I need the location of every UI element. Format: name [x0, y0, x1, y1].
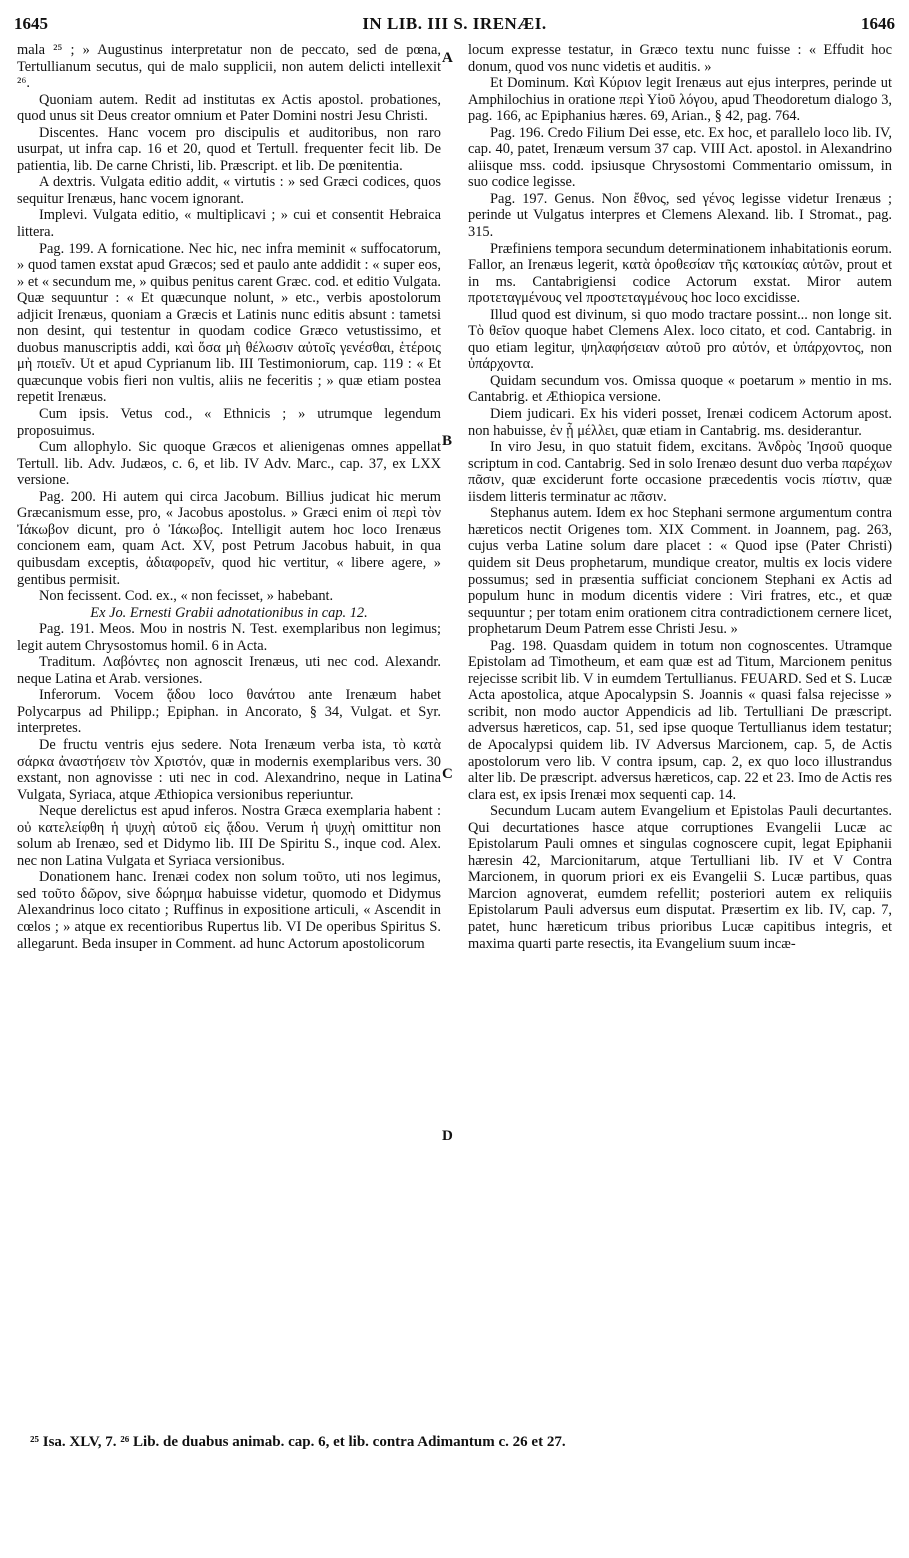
paragraph: Neque derelictus est apud inferos. Nostra Græca exemplaria habent : οὐ κατελείφθη ἡ ψυχὴ αὐτοῦ εἰς ᾅδου. Verum ἡ ψυχὴ omittitur non solum ab Irenæo, sed et Didymo lib. III De Spiritu S., inque cod. Alex. nec non Latina Vulgata et Syriaca versionibus.	[17, 803, 441, 869]
section-title: Ex Jo. Ernesti Grabii adnotationibus in cap. 12.	[90, 604, 368, 621]
paragraph: Pag. 200. Hi autem qui circa Jacobum. Billius judicat hic merum Græcanismum esse, pro, « Jacobus apostolus. » Græci enim οἱ περὶ τὸν Ἰάκωβον dicunt, pro ὁ Ἰάκωβος. Intelligit autem hoc loco Irenæus concionem eam, quam Act. XV, post Petrum Jacobus habuit, in qua quibusdam exceptis, ἀδιαφορεῖν, quod hic vertitur, « libere agere, » gentibus permisit.	[17, 488, 441, 588]
paragraph: Non fecissent. Cod. ex., « non fecisset, » habebant.	[39, 588, 334, 605]
paragraph: Secundum Lucam autem Evangelium et Epistolas Pauli decurtantes. Qui decurtationes hasce atque corruptiones Evangelii Lucæ ac Epistolarum Pauli omnes et singulas cognoscere cupit, legat Epiphanii hæresin 42, Marcionitarum, atque Tertulliani lib. IV et V Contra Marcionem, in quorum priori ex eis Evangelii S. Lucæ partibus, quas Marcion agnoverat, eumdem refellit; posteriori autem ex reliquiis Epistolarum Pauli adversus eum disputat. Præsertim ex lib. IV, cap. 7, patet, hunc hæreticum tribus prioribus Lucæ capitibus integris, et maxima quarti parte resectis, ita Evangelium suum incæ-	[468, 803, 892, 952]
paragraph: A dextris. Vulgata editio addit, « virtutis : » sed Græci codices, quos sequitur Irenæus, hanc vocem ignorant.	[17, 174, 441, 207]
paragraph: Pag. 196. Credo Filium Dei esse, etc. Ex hoc, et parallelo loco lib. IV, cap. 40, patet, Irenæum versum 37 cap. VIII Act. apostol. in Alexandrino aliisque mss. codd. ipsiusque Chrysostomi Commentario omissum, in suo codice legisse.	[468, 124, 892, 191]
paragraph: Implevi. Vulgata editio, « multiplicavi ; » cui et consentit Hebraica littera.	[17, 207, 441, 241]
margin-letter-a: A	[442, 50, 453, 66]
page-number-right: 1646	[861, 14, 895, 33]
paragraph: Et Dominum. Καὶ Κύριον legit Irenæus aut ejus interpres, perinde ut Amphilochius in oratione περὶ Υἱοῦ λόγου, apud Theodoretum dialogo 3, pag. 166, ac Epiphanius hæres. 69, Arian., § 42, pag. 764.	[468, 75, 892, 125]
right-column	[468, 42, 892, 952]
page-header	[14, 14, 895, 42]
paragraph: Donationem hanc. Irenæi codex non solum τοῦτο, uti nos legimus, sed τοῦτο δῶρον, sive δώρημα habuisse videtur, quomodo et Didymus Alexandrinus loco citato ; Ruffinus in expositione articuli, « Ascendit in cœlos ; » atque ex recentioribus Rupertus lib. VI De operibus Spiritus S. allegarunt. Beda insuper in Comment. ad hunc Actorum apostolicorum	[17, 869, 441, 952]
page-number-left: 1645	[14, 14, 48, 33]
paragraph: Pag. 198. Quasdam quidem in totum non cognoscentes. Utramque Epistolam ad Timotheum, et eam quæ est ad Titum, Marcionem penitus rejecisse scribit lib. V in eumdem Tertullianus. FEUARD. Sed et S. Lucæ Acta apostolica, atque Apocalypsin S. Joannis « quasi falsa rejecisse » scribit, non modo auctor Appendicis ad lib. Tertulliani De præscript. adversus hæreticos, cap. 51, sed ipse quoque Tertullianus idem testatur; de Apocalypsi quidem lib. IV Adversus Marcionem, cap. 5, de Actis apostolorum vero lib. V contra ipsum, cap. 2, ex quo loco illustrandus alter lib. De præscript. adversus hæreticos, cap. 22 et 23. Imo de Actis res clara est, ex ipsis Irenæi mox sequenti cap. 14.	[468, 637, 892, 803]
running-title: IN LIB. III S. IRENÆI.	[362, 14, 547, 33]
paragraph: Quidam secundum vos. Omissa quoque « poetarum » mentio in ms. Cantabrig. et Æthiopica versione.	[468, 372, 892, 406]
paragraph: mala ²⁵ ; » Augustinus interpretatur non de peccato, sed de pœna, Tertullianum secutus, qui de malo supplicii, non autem delicti intellexit ²⁶.	[17, 42, 441, 92]
paragraph: locum expresse testatur, in Græco textu nunc fuisse : « Effudit hoc donum, quod vos nunc videtis et auditis. »	[468, 42, 892, 75]
margin-letter-b: B	[442, 433, 453, 449]
paragraph: Discentes. Hanc vocem pro discipulis et auditoribus, non raro usurpat, ut infra cap. 16 et 20, quod et Tertull. frequenter fecit lib. De patientia, lib. De carne Christi, lib. Præscript. et lib. De pœnitentia.	[17, 124, 441, 174]
paragraph: Pag. 199. A fornicatione. Nec hic, nec infra meminit « suffocatorum, » quod tamen exstat apud Græcos; sed et paulo ante addidit : « super eos, » et « secundum me, » quibus penitus carent Græc. cod. et editio Vulgata. Quæ sequuntur : « Et quæcunque nolunt, » etc., verbis apostolorum adjicit Irenæus, quoniam a Græcis et Latinis nunc editis absunt : tametsi non desint, qui testentur in quodam codice Græco vetustissimo, et duobus manuscriptis addi, καὶ ὅσα μὴ θέλωσιν αὐτοῖς γενέσθαι, ἑτέροις μὴ ποιεῖν. Ut et apud Cyprianum lib. III Testimoniorum, cap. 119 : « Et quæcunque vobis fieri non vultis, aliis ne feceritis ; » quæ etiam postea repetit Irenæus.	[17, 240, 441, 406]
paragraph: Stephanus autem. Idem ex hoc Stephani sermone argumentum contra hæreticos nectit Origenes tom. XIX Comment. in Joannem, pag. 263, cujus verba Latine solum dare placet : « Quod ipse (Pater Christi) quidem sit Deus prophetarum, mundique creator, multis ex locis videre possumus; sed in præsentia sufficiat concionem Stephani ex Actis ad populum hunc in modum dicentis videre : Viri fratres, etc., et quæ sequuntur ; per totam enim orationem citra contradictionem cernere licet, prophetarum Deum Patrem esse Christi Jesu. »	[468, 505, 892, 638]
margin-letter-c: C	[442, 766, 453, 782]
paragraph: De fructu ventris ejus sedere. Nota Irenæum verba ista, τὸ κατὰ σάρκα ἀναστήσειν τὸν Χριστόν, quæ in modernis exemplaribus vers. 30 exstant, non agnovisse : uti nec in cod. Alexandrino, neque in Latina Vulgata, Syriaca, atque Æthiopica versionibus reperiuntur.	[17, 736, 441, 803]
paragraph: Quoniam autem. Redit ad institutas ex Actis apostol. probationes, quod unus sit Deus creator omnium et Pater Domini nostri Jesu Christi.	[17, 91, 441, 125]
paragraph: In viro Jesu, in quo statuit fidem, excitans. Ἀνδρὸς Ἰησοῦ quoque scriptum in cod. Cantabrig. Sed in solo Irenæo desunt duo verba παρέχων πᾶσιν, quæ exciderunt forte occasione præcedentis vocis πίστιν, quæ iisdem litteris terminatur ac πᾶσιν.	[468, 439, 892, 505]
paragraph: Pag. 191. Meos. Μου in nostris N. Test. exemplaribus non legimus; legit autem Chrysostomus homil. 6 in Acta.	[17, 621, 441, 654]
paragraph: Illud quod est divinum, si quo modo tractare possint... non longe sit. Τὸ θεῖον quoque habet Clemens Alex. loco citato, et cod. Cantabrig. in quo etiam legitur, ψηλαφήσειαν αὐτοῦ pro αὐτόν, et ὑπάρχοντος, non ὑπάρχοντα.	[468, 306, 892, 373]
paragraph: Traditum. Λαβόντες non agnoscit Irenæus, uti nec cod. Alexandr. neque Latina et Arab. versiones.	[17, 654, 441, 687]
paragraph: Diem judicari. Ex his videri posset, Irenæi codicem Actorum apost. non habuisse, ἐν ᾗ μέλλει, quæ etiam in Cantabrig. ms. desiderantur.	[468, 406, 892, 439]
paragraph: Cum ipsis. Vetus cod., « Ethnicis ; » utrumque legendum proposuimus.	[17, 406, 441, 439]
paragraph: Præfiniens tempora secundum determinationem inhabitationis eorum. Fallor, an Irenæus legerit, κατὰ ὁροθεσίαν τῆς κατοικίας αὐτῶν, prout et in ms. Cantabrigiensi codice Actorum exstat. Miror autem προτεταγμένους vel προστεταγμένους hoc loco excidisse.	[468, 240, 892, 307]
left-column	[17, 42, 441, 952]
paragraph: Pag. 197. Genus. Non ἔθνος, sed γένος legisse videtur Irenæus ; perinde ut Vulgatus interpres et Clemens Alexand. lib. I Stromat., pag. 315.	[468, 190, 892, 241]
margin-letter-d: D	[442, 1128, 453, 1144]
footnotes: ²⁵ Isa. XLV, 7. ²⁶ Lib. de duabus animab. cap. 6, et lib. contra Adimantum c. 26 et 27.	[30, 1434, 566, 1450]
paragraph: Cum allophylo. Sic quoque Græcos et alienigenas omnes appellat Tertull. lib. Adv. Judæos, c. 6, et lib. IV Adv. Marc., cap. 37, ex LXX versione.	[17, 439, 441, 489]
paragraph: Inferorum. Vocem ᾅδου loco θανάτου ante Irenæum habet Polycarpus ad Philipp.; Epiphan. in Ancorato, § 34, Vulgat. et Syr. interpretes.	[17, 687, 441, 737]
